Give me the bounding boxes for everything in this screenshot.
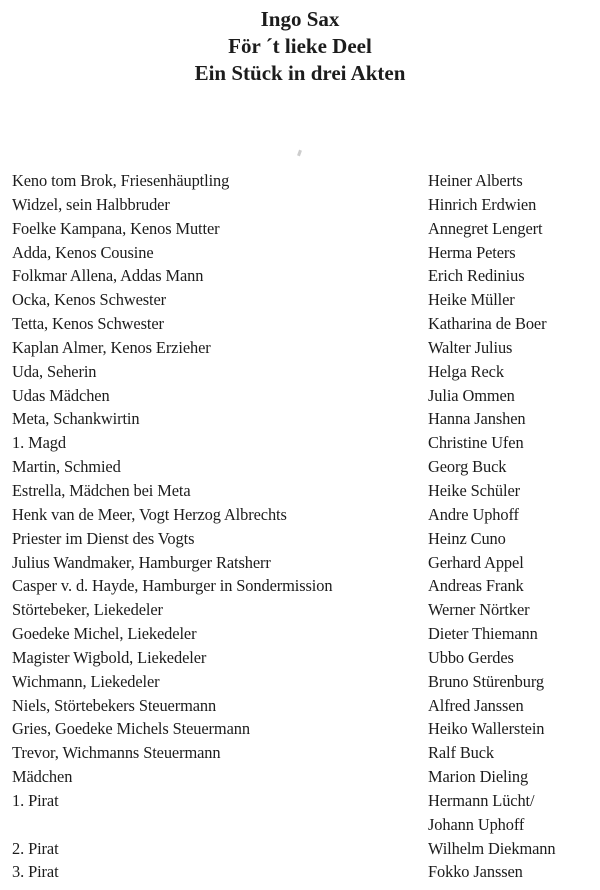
actor-name-line: Walter Julius xyxy=(428,337,513,357)
role-name: Trevor, Wichmanns Steuermann xyxy=(12,743,221,763)
role-name: Henk van de Meer, Vogt Herzog Albrechts xyxy=(12,504,287,524)
role-name: Magister Wigbold, Liekedeler xyxy=(12,647,207,667)
actor-name-line: Marion Dieling xyxy=(428,767,529,787)
role-name: 3. Pirat xyxy=(12,862,59,882)
cast-row xyxy=(0,241,600,265)
role-name: Martin, Schmied xyxy=(12,457,121,477)
cast-row xyxy=(0,622,600,646)
role-name: Störtebeker, Liekedeler xyxy=(12,600,163,620)
actor-name-line: Hanna Janshen xyxy=(428,409,526,429)
role-name: 1. Magd xyxy=(12,433,66,453)
actor-name xyxy=(428,694,524,718)
actor-name xyxy=(428,574,524,598)
role-name: Keno tom Brok, Friesenhäuptling xyxy=(12,171,230,190)
actor-name-line: Katharina de Boer xyxy=(428,314,547,334)
cast-row xyxy=(0,837,600,861)
role-name: Foelke Kampana, Kenos Mutter xyxy=(12,218,220,238)
actor-name xyxy=(428,336,512,360)
actor-name-line: Heinz Cuno xyxy=(428,528,506,548)
role-name: Meta, Schankwirtin xyxy=(12,409,140,429)
actor-name-line: Ralf Buck xyxy=(428,743,495,763)
role-name: Mädchen xyxy=(12,767,73,787)
cast-row xyxy=(0,360,600,384)
actor-name xyxy=(428,527,506,551)
role-name: Ocka, Kenos Schwester xyxy=(12,290,167,310)
role-name: Adda, Kenos Cousine xyxy=(12,242,154,262)
actor-name-line: Gerhard Appel xyxy=(428,552,524,572)
actor-name xyxy=(428,717,544,741)
role-name: Folkmar Allena, Addas Mann xyxy=(12,266,204,286)
cast-row xyxy=(0,217,600,241)
actor-name xyxy=(428,312,546,336)
document-header xyxy=(0,6,600,87)
role-name: 1. Pirat xyxy=(12,790,59,810)
actor-name xyxy=(428,241,516,265)
actor-name xyxy=(428,622,538,646)
cast-row xyxy=(0,169,600,193)
cast-row xyxy=(0,384,600,408)
actor-name-line: Heiko Wallerstein xyxy=(428,719,545,739)
actor-name xyxy=(428,789,534,837)
role-name: 2. Pirat xyxy=(12,838,59,858)
actor-name-line: Werner Nörtker xyxy=(428,600,530,620)
cast-row xyxy=(0,312,600,336)
actor-name xyxy=(428,551,524,575)
actor-name xyxy=(428,503,519,527)
role-name: Wichmann, Liekedeler xyxy=(12,671,160,691)
actor-name-line: Helga Reck xyxy=(428,361,504,381)
actor-name-line: Johann Uphoff xyxy=(428,814,525,834)
cast-row xyxy=(0,574,600,598)
role-name: Widzel, sein Halbbruder xyxy=(12,194,170,214)
actor-name-line: Hinrich Erdwien xyxy=(428,194,537,214)
cast-row xyxy=(0,479,600,503)
actor-name-line: Hermann Lücht/ xyxy=(428,790,535,810)
actor-name-line: Bruno Stürenburg xyxy=(428,671,545,691)
cast-row xyxy=(0,646,600,670)
role-name: Tetta, Kenos Schwester xyxy=(12,314,164,334)
actor-name xyxy=(428,765,528,789)
actor-name xyxy=(428,264,524,288)
actor-name-line: Fokko Janssen xyxy=(428,862,523,882)
cast-row xyxy=(0,431,600,455)
actor-name-line: Georg Buck xyxy=(428,457,507,477)
cast-row xyxy=(0,598,600,622)
role-name: Julius Wandmaker, Hamburger Ratsherr xyxy=(12,552,271,572)
actor-name xyxy=(428,169,523,193)
cast-row xyxy=(0,336,600,360)
actor-name xyxy=(428,479,520,503)
role-name: Gries, Goedeke Michels Steuermann xyxy=(12,719,250,739)
cast-row xyxy=(0,193,600,217)
cast-row xyxy=(0,860,600,884)
actor-name xyxy=(428,598,530,622)
cast-row xyxy=(0,717,600,741)
actor-name-line: Alfred Janssen xyxy=(428,695,524,715)
cast-row xyxy=(0,288,600,312)
actor-name xyxy=(428,431,524,455)
cast-row xyxy=(0,694,600,718)
author-name: Ingo Sax xyxy=(260,7,340,31)
actor-name-line: Ubbo Gerdes xyxy=(428,647,514,667)
actor-name xyxy=(428,646,514,670)
cast-row xyxy=(0,741,600,765)
actor-name xyxy=(428,407,525,431)
cast-row xyxy=(0,264,600,288)
actor-name xyxy=(428,217,542,241)
cast-row xyxy=(0,503,600,527)
play-subtitle: Ein Stück in drei Akten xyxy=(194,61,406,85)
actor-name xyxy=(428,193,536,217)
cast-row xyxy=(0,527,600,551)
actor-name-line: Heike Müller xyxy=(428,290,515,310)
actor-name xyxy=(428,455,506,479)
role-name: Casper v. d. Hayde, Hamburger in Sondermission xyxy=(12,576,333,596)
cast-row xyxy=(0,407,600,431)
actor-name xyxy=(428,860,523,884)
actor-name xyxy=(428,384,515,408)
actor-name xyxy=(428,741,494,765)
cast-row xyxy=(0,765,600,789)
role-name: Uda, Seherin xyxy=(12,361,97,381)
actor-name-line: Erich Redinius xyxy=(428,266,525,286)
play-title: För ´t lieke Deel xyxy=(228,34,372,58)
cast-row xyxy=(0,455,600,479)
cast-row xyxy=(0,551,600,575)
actor-name-line: Wilhelm Diekmann xyxy=(428,838,556,858)
actor-name-line: Dieter Thiemann xyxy=(428,624,538,644)
actor-name-line: Andre Uphoff xyxy=(428,504,519,524)
scan-speck xyxy=(297,150,302,157)
actor-name-line: Herma Peters xyxy=(428,242,516,262)
actor-name-line: Julia Ommen xyxy=(428,385,515,405)
actor-name xyxy=(428,837,555,861)
actor-name xyxy=(428,288,515,312)
cast-row xyxy=(0,670,600,694)
actor-name-line: Christine Ufen xyxy=(428,433,524,453)
actor-name xyxy=(428,670,544,694)
cast-list xyxy=(0,169,600,884)
actor-name-line: Annegret Lengert xyxy=(428,218,543,238)
role-name: Priester im Dienst des Vogts xyxy=(12,528,195,548)
role-name: Goedeke Michel, Liekedeler xyxy=(12,624,197,644)
role-name: Niels, Störtebekers Steuermann xyxy=(12,695,217,715)
actor-name xyxy=(428,360,504,384)
actor-name-line: Heike Schüler xyxy=(428,480,521,500)
cast-row xyxy=(0,789,600,837)
role-name: Udas Mädchen xyxy=(12,385,110,405)
role-name: Kaplan Almer, Kenos Erzieher xyxy=(12,337,211,357)
actor-name-line: Andreas Frank xyxy=(428,576,524,596)
actor-name-line: Heiner Alberts xyxy=(428,171,523,190)
role-name: Estrella, Mädchen bei Meta xyxy=(12,480,191,500)
